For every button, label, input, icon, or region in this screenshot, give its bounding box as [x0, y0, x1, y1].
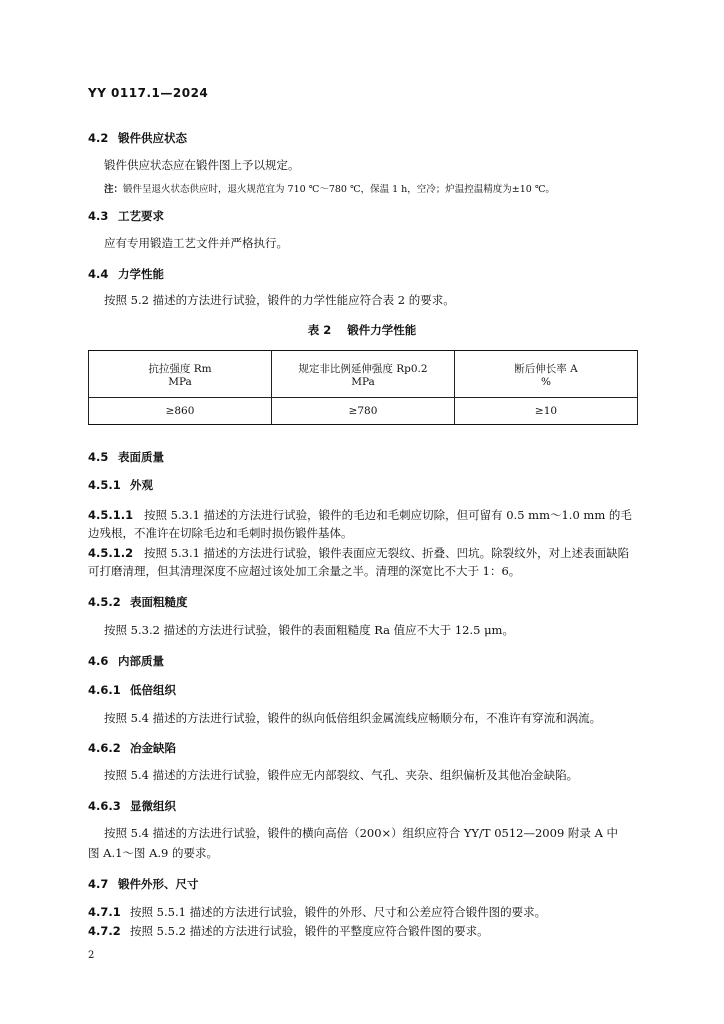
paragraph-4-5-2: 按照 5.3.2 描述的方法进行试验，锻件的表面粗糙度 Ra 值应不大于 12.5 μm。 — [104, 623, 514, 637]
section-title: 冶金缺陷 — [130, 741, 176, 755]
section-number: 4.2 — [88, 131, 109, 145]
heading-4-4 — [88, 266, 164, 282]
table-header-row — [89, 351, 638, 398]
clause-number: 4.7.1 — [88, 905, 121, 919]
header-tensile-strength: 抗拉强度 Rm MPa — [89, 351, 272, 398]
section-number: 4.4 — [88, 267, 109, 281]
heading-4-6 — [88, 653, 164, 669]
paragraph-4-6-1: 按照 5.4 描述的方法进行试验，锻件的纵向低倍组织金属流线应畅顺分布，不准许有穿流和涡流。 — [104, 711, 602, 725]
value-yield-strength: ≥780 — [272, 398, 455, 425]
table-row — [89, 398, 638, 425]
heading-4-7 — [88, 876, 199, 892]
section-title: 锻件供应状态 — [118, 131, 187, 145]
heading-4-6-1 — [88, 682, 176, 698]
page-number: 2 — [88, 950, 95, 961]
paragraph-4-6-3-cont: 图 A.1～图 A.9 的要求。 — [88, 846, 219, 860]
heading-4-6-3 — [88, 798, 176, 814]
heading-4-6-2 — [88, 740, 176, 756]
standard-code-header: YY 0117.1—2024 — [88, 86, 209, 100]
note-label: 注： — [104, 184, 124, 195]
section-title: 低倍组织 — [130, 683, 176, 697]
heading-4-5-1 — [88, 477, 153, 493]
section-title: 工艺要求 — [118, 209, 164, 223]
paragraph-4-6-2: 按照 5.4 描述的方法进行试验，锻件应无内部裂纹、气孔、夹杂、组织偏析及其他冶金缺陷。 — [104, 768, 579, 782]
table-number: 表 2 — [307, 323, 332, 337]
section-title: 显微组织 — [130, 799, 176, 813]
paragraph-4-5-1-1-cont: 边残根，不准许在切除毛边和毛刺时损伤锻件基体。 — [88, 526, 353, 540]
section-title: 外观 — [130, 478, 153, 492]
table-caption: 锻件力学性能 — [347, 323, 417, 337]
clause-number: 4.5.1.1 — [88, 508, 134, 522]
value-elongation: ≥10 — [455, 398, 638, 425]
note-text: 锻件呈退火状态供应时，退火规范宜为 710 ℃～780 ℃，保温 1 h，空冷；炉温控温精度为±10 ℃。 — [123, 184, 555, 195]
section-title: 表面粗糙度 — [130, 595, 188, 609]
section-title: 力学性能 — [118, 267, 164, 281]
section-title: 表面质量 — [118, 450, 164, 464]
paragraph-4-7-1: 4.7.1 按照 5.5.1 描述的方法进行试验，锻件的外形、尺寸和公差应符合锻件图的要求。 — [88, 905, 547, 919]
heading-4-5 — [88, 449, 164, 465]
note-4-2 — [104, 181, 555, 195]
heading-4-3 — [88, 208, 164, 224]
section-number: 4.5.1 — [88, 478, 121, 492]
section-number: 4.3 — [88, 209, 109, 223]
section-number: 4.6 — [88, 654, 109, 668]
heading-4-5-2 — [88, 594, 188, 610]
mechanical-properties-table — [88, 350, 638, 425]
value-tensile-strength: ≥860 — [89, 398, 272, 425]
section-number: 4.5.2 — [88, 595, 121, 609]
section-title: 锻件外形、尺寸 — [118, 877, 199, 891]
section-number: 4.6.3 — [88, 799, 121, 813]
section-number: 4.6.2 — [88, 741, 121, 755]
table-2-title — [0, 322, 724, 338]
header-elongation: 断后伸长率 A % — [455, 351, 638, 398]
paragraph-4-5-1-2-cont: 可打磨清理，但其清理深度不应超过该处加工余量之半。清理的深宽比不大于 1：6。 — [88, 564, 521, 578]
header-yield-strength: 规定非比例延伸强度 Rp0.2 MPa — [272, 351, 455, 398]
section-number: 4.6.1 — [88, 683, 121, 697]
paragraph-4-2: 锻件供应状态应在锻件图上予以规定。 — [104, 158, 300, 172]
paragraph-4-5-1-1: 4.5.1.1 按照 5.3.1 描述的方法进行试验，锻件的毛边和毛刺应切除，但可留有 0.5 mm～1.0 mm 的毛 — [88, 508, 632, 522]
paragraph-4-3: 应有专用锻造工艺文件并严格执行。 — [104, 236, 288, 250]
section-title: 内部质量 — [118, 654, 164, 668]
paragraph-4-7-2: 4.7.2 按照 5.5.2 描述的方法进行试验，锻件的平整度应符合锻件图的要求。 — [88, 924, 489, 938]
section-number: 4.7 — [88, 877, 109, 891]
clause-number: 4.5.1.2 — [88, 546, 134, 560]
heading-4-2 — [88, 130, 187, 146]
paragraph-4-5-1-2: 4.5.1.2 按照 5.3.1 描述的方法进行试验，锻件表面应无裂纹、折叠、凹坑。除裂纹外，对上述表面缺陷 — [88, 546, 630, 560]
clause-number: 4.7.2 — [88, 924, 121, 938]
paragraph-4-4: 按照 5.2 描述的方法进行试验，锻件的力学性能应符合表 2 的要求。 — [104, 293, 455, 307]
paragraph-4-6-3: 按照 5.4 描述的方法进行试验，锻件的横向高倍（200×）组织应符合 YY/T 0512—2009 附录 A 中 — [104, 826, 619, 840]
section-number: 4.5 — [88, 450, 109, 464]
